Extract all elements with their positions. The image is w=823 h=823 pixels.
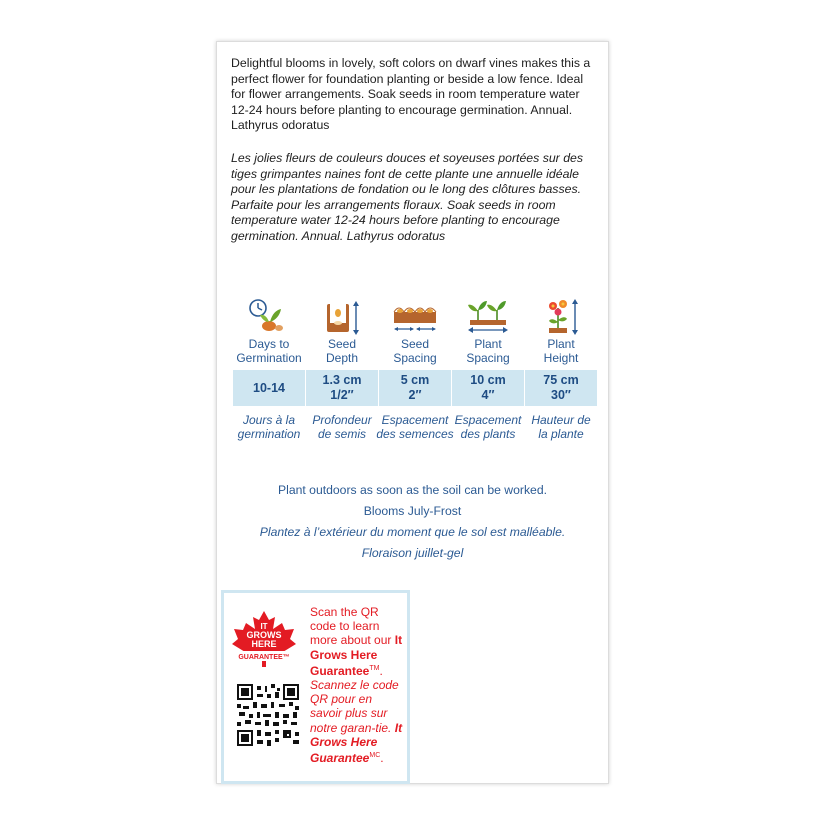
description-english: Delightful blooms in lovely, soft colors on dwarf vines makes this a perfect flower for foundation planting or beside a low fence. Ideal for flower arrangements. Soak seeds in room temperature water 12-24 hours before planting to encourage germination. Annual. Lathyrus odoratus [231,56,591,133]
trademark-mark: TM [369,664,380,672]
spec-label-french: Jours à la germination [237,413,301,441]
spec-seed-spacing [376,298,454,448]
plant-spacing-icon [464,298,512,336]
maple-leaf-guarantee-badge [230,609,298,671]
bloom-period-french: Floraison juillet-gel [361,546,464,560]
spec-plant-spacing [452,298,524,448]
spec-label-french: Profondeur de semis [312,413,372,441]
badge-line: GROWS [246,630,282,640]
spec-value: 5 cm 2″ [379,370,451,406]
badge-line: GUARANTEE™ [238,654,290,661]
spec-seed-depth [306,298,378,448]
spec-days-to-germination [233,298,305,448]
plant-height-icon [537,298,585,336]
spec-label: Seed Depth [325,337,359,365]
badge-line: IT [260,622,268,631]
description-french: Les jolies fleurs de couleurs douces et soyeuses portées sur des tiges grimpantes naines font de cette plante une annuelle idéale pour les plantations de fondation ou le long des clôtures basses. Parfaite pour les arrangements floraux. Soak seeds in room temperature water 12-24 hours before planting to encourage germination. Annual. Lathyrus odoratus [231,151,584,243]
spec-label: Plant Height [543,337,579,365]
growing-specs-grid [233,298,596,448]
planting-instruction-french: Plantez à l’extérieur du moment que le sol est malléable. [259,525,566,539]
qr-code[interactable] [237,684,299,746]
spec-label-french: Espacement des semences [376,413,454,441]
spec-label: Plant Spacing [466,337,510,365]
guarantee-box [221,590,410,784]
spec-label-french: Espacement des plants [454,413,522,441]
spec-label: Seed Spacing [393,337,437,365]
qr-scan-instruction-french: Scannez le code QR pour en savoir plus sur notre garan-tie. [310,678,399,735]
seed-depth-icon [318,298,366,336]
badge-line: HERE [251,639,277,649]
spec-value: 75 cm 30″ [525,370,597,406]
trademark-mark-french: MC [369,752,381,760]
spec-value: 10-14 [233,370,305,406]
spec-value: 1.3 cm 1/2″ [306,370,378,406]
guarantee-brand: It Grows Here Guarantee [310,633,403,678]
clock-seedling-icon [245,298,293,336]
planting-instruction: Plant outdoors as soon as the soil can be worked. [278,483,547,497]
spec-plant-height [525,298,597,448]
planting-notes [217,480,608,564]
spec-label-french: Hauteur de la plante [531,413,591,441]
seed-spacing-icon [391,298,439,336]
guarantee-brand-french: It Grows Here Guarantee [310,720,403,766]
qr-scan-instruction: Scan the QR code to learn more about our [310,605,392,648]
spec-value: 10 cm 4″ [452,370,524,406]
spec-label: Days to Germination [236,337,302,365]
guarantee-text: Scan the QR code to learn more about our It Grows Here Guarantee™. Scannez le code QR pour en savoir plus sur notre garan-tie. It Grows Here Guarantee$^{MC}$. [310,605,403,766]
bloom-period: Blooms July-Frost [363,504,462,518]
seed-packet-back [216,41,609,784]
